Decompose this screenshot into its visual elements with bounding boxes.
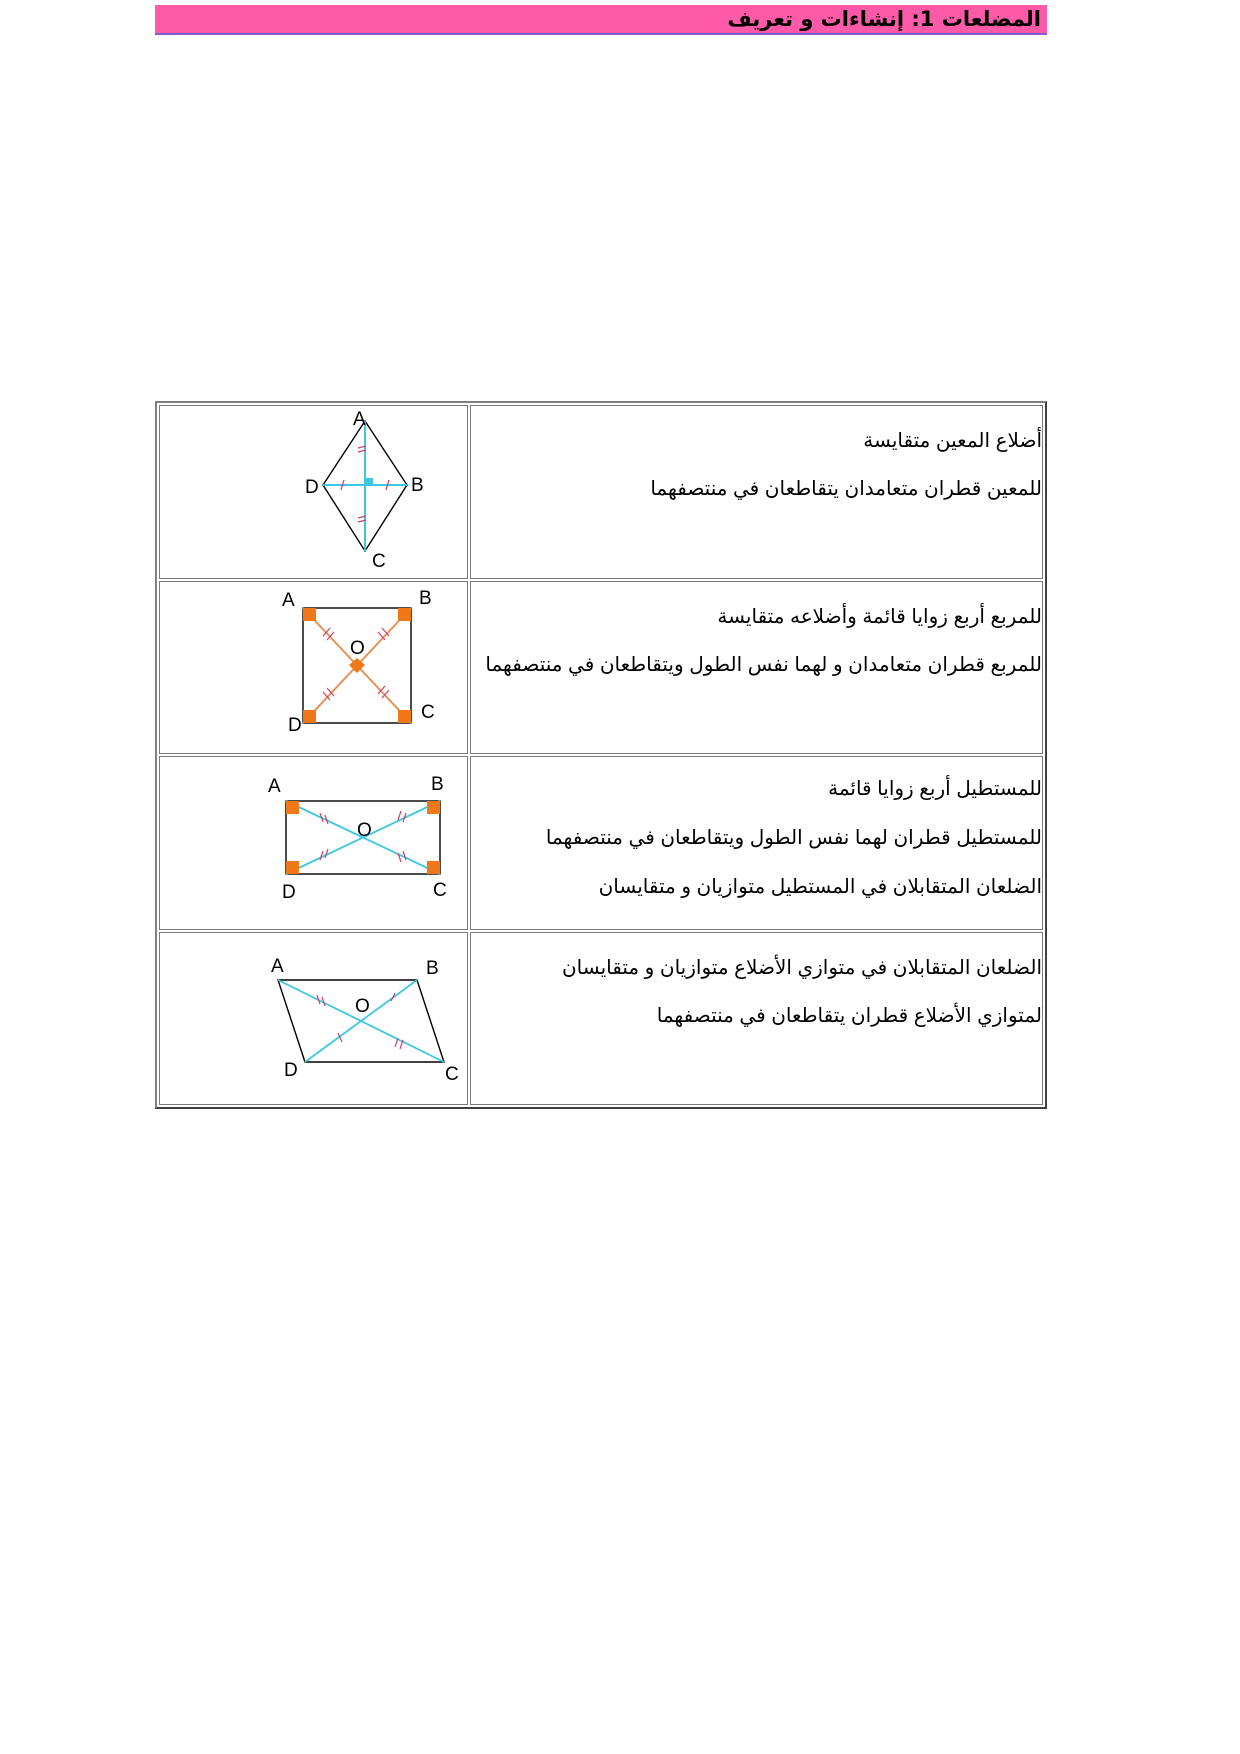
vertex-label-b: B xyxy=(431,774,444,795)
vertex-label-c: C xyxy=(445,1063,459,1085)
rhombus-figure-cell xyxy=(159,405,468,579)
center-label-o: O xyxy=(355,995,370,1017)
property-line: الضلعان المتقابلان في المستطيل متوازيان و متقايسان xyxy=(598,876,1042,898)
property-line: الضلعان المتقابلان في متوازي الأضلاع متوازيان و متقايسان xyxy=(561,956,1042,979)
vertex-label-d: D xyxy=(284,1059,298,1081)
square-text-cell xyxy=(470,581,1043,755)
property-line: للمعين قطران متعامدان يتقاطعان في منتصفهما xyxy=(650,478,1042,500)
center-label-o: O xyxy=(350,637,365,659)
page-title: المضلعات 1: إنشاءات و تعريف xyxy=(727,7,1041,31)
parallelogram-text-cell xyxy=(470,932,1043,1106)
parallelogram-diagram xyxy=(160,933,467,1103)
property-line: للمستطيل قطران لهما نفس الطول ويتقاطعان في منتصفهما xyxy=(545,827,1042,849)
rhombus-diagram xyxy=(160,406,467,576)
vertex-label-d: D xyxy=(305,477,319,498)
rhombus-text-cell xyxy=(470,405,1043,579)
right-angle-mark xyxy=(366,478,373,485)
property-line: للمربع أربع زوايا قائمة وأضلاعه متقايسة xyxy=(717,605,1042,628)
header-bar xyxy=(155,5,1047,35)
property-line: للمستطيل أربع زوايا قائمة xyxy=(828,778,1042,800)
vertex-label-b: B xyxy=(426,957,439,979)
vertex-label-c: C xyxy=(372,551,386,572)
properties-table xyxy=(155,401,1047,1109)
table-row xyxy=(159,756,1043,930)
table-row xyxy=(159,581,1043,755)
center-label-o: O xyxy=(357,820,372,841)
square-diagram xyxy=(160,582,467,752)
vertex-label-c: C xyxy=(433,880,447,901)
vertex-label-d: D xyxy=(282,882,296,903)
table-row xyxy=(159,405,1043,579)
vertex-label-d: D xyxy=(288,714,302,736)
vertex-label-a: A xyxy=(268,776,281,797)
vertex-label-a: A xyxy=(271,955,284,977)
property-line: للمربع قطران متعامدان و لهما نفس الطول ويتقاطعان في منتصفهما xyxy=(485,653,1042,676)
property-line: لمتوازي الأضلاع قطران يتقاطعان في منتصفهما xyxy=(656,1004,1042,1027)
vertex-label-b: B xyxy=(419,587,432,609)
rectangle-figure-cell xyxy=(159,756,468,930)
property-line: أضلاع المعين متقايسة xyxy=(863,430,1042,452)
square-figure-cell xyxy=(159,581,468,755)
vertex-label-c: C xyxy=(421,701,435,723)
vertex-label-a: A xyxy=(282,589,295,611)
parallelogram-figure-cell xyxy=(159,932,468,1106)
parallelogram-diagonal-bd xyxy=(305,980,417,1062)
table-row xyxy=(159,932,1043,1106)
vertex-label-a: A xyxy=(353,409,366,430)
rectangle-diagram xyxy=(160,757,467,927)
vertex-label-b: B xyxy=(411,475,424,496)
rectangle-text-cell xyxy=(470,756,1043,930)
